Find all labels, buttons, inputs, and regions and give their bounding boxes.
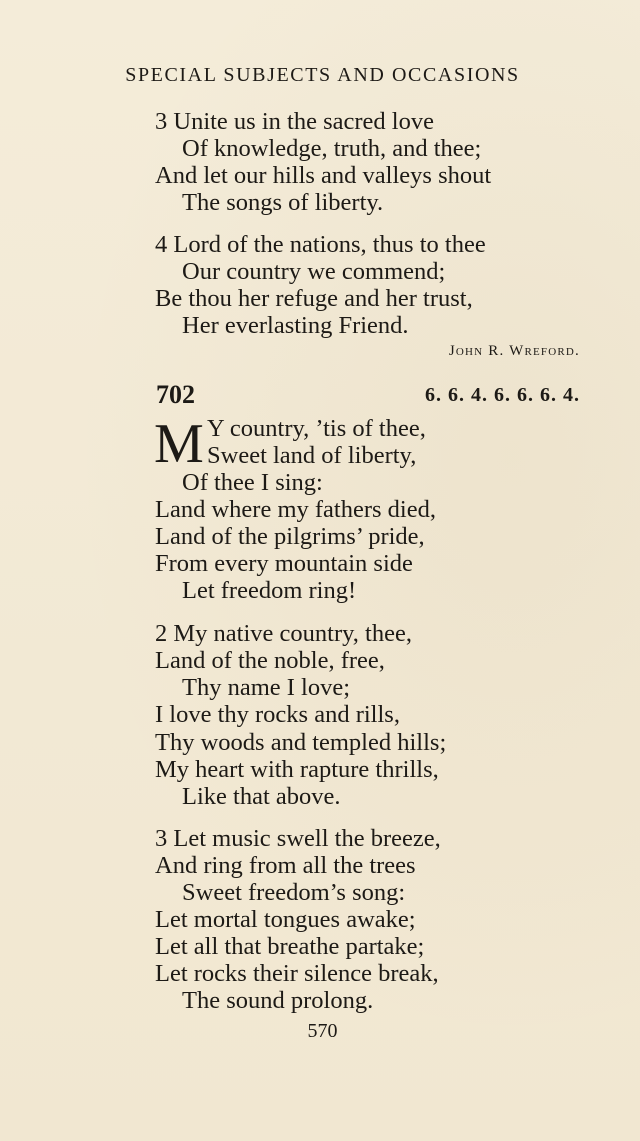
verse-line: Let freedom ring! [182, 577, 357, 604]
verse-line: Let all that breathe partake; [155, 933, 425, 960]
verse-line: Like that above. [182, 783, 341, 810]
verse-line: Be thou her refuge and her trust, [155, 285, 473, 312]
hymn-number: 702 [156, 380, 195, 409]
page-number: 570 [307, 1020, 338, 1042]
verse-line: 3 Let music swell the breeze, [155, 825, 441, 852]
verse-line: Let mortal tongues awake; [155, 906, 416, 933]
verse-line: Thy woods and templed hills; [155, 729, 447, 756]
verse-line: Thy name I love; [182, 674, 351, 701]
verse-line: Land of the noble, free, [155, 647, 385, 674]
verse-line: From every mountain side [155, 550, 413, 577]
verse-line: Her everlasting Friend. [182, 312, 409, 339]
verse-line: Of knowledge, truth, and thee; [182, 135, 482, 162]
verse-line: 4 Lord of the nations, thus to thee [155, 231, 486, 258]
hymn-meter: 6. 6. 4. 6. 6. 6. 4. [425, 384, 580, 406]
verse-line: The sound prolong. [182, 987, 374, 1014]
verse-line: Y country, ’tis of thee, [207, 415, 426, 442]
hymn-author: John R. Wreford. [448, 343, 580, 359]
verse-line: Sweet land of liberty, [207, 442, 417, 469]
verse-line: 2 My native country, thee, [155, 620, 412, 647]
verse-line: Of thee I sing: [182, 469, 323, 496]
running-head: SPECIAL SUBJECTS AND OCCASIONS [125, 64, 520, 86]
verse-line: The songs of liberty. [182, 189, 384, 216]
verse-line: I love thy rocks and rills, [155, 701, 400, 728]
verse-line: My heart with rapture thrills, [155, 756, 439, 783]
verse-line: Sweet freedom’s song: [182, 879, 406, 906]
drop-cap: M [154, 413, 204, 475]
verse-line: Land where my fathers died, [155, 496, 436, 523]
verse-line: Let rocks their silence break, [155, 960, 439, 987]
verse-line: Land of the pilgrims’ pride, [155, 523, 425, 550]
verse-line: 3 Unite us in the sacred love [155, 108, 434, 135]
verse-line: And let our hills and valleys shout [155, 162, 492, 189]
verse-line: And ring from all the trees [155, 852, 416, 879]
verse-line: Our country we commend; [182, 258, 446, 285]
